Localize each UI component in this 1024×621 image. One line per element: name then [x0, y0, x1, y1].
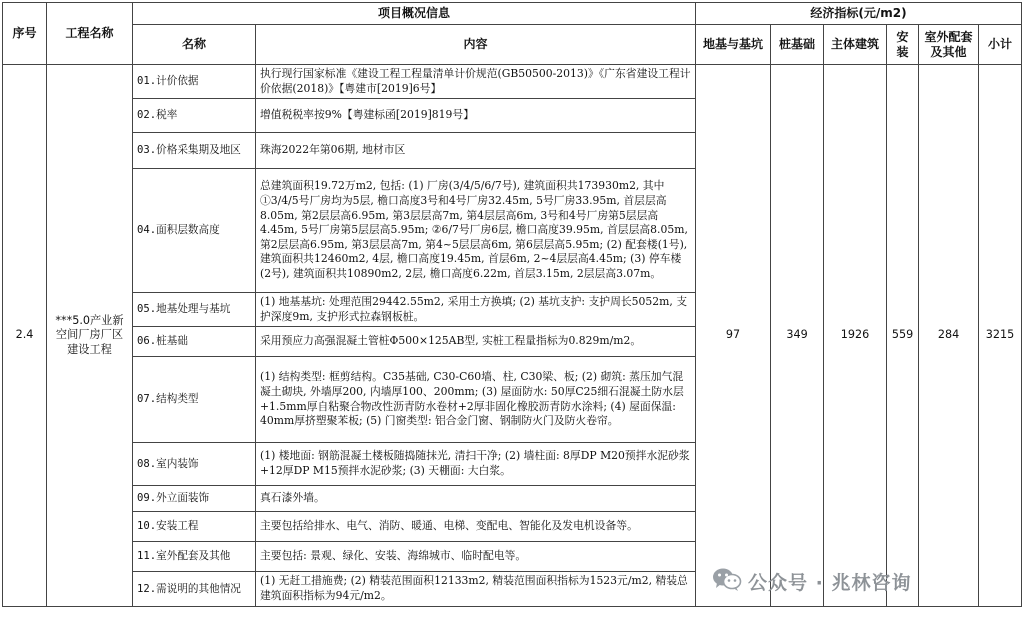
row-name: 03.价格采集期及地区: [133, 133, 256, 169]
row-content: 主要包括给排水、电气、消防、暖通、电梯、变配电、智能化及发电机设备等。: [256, 512, 696, 542]
row-content: (1) 楼地面: 钢筋混凝土楼板随捣随抹光, 清扫干净; (2) 墙柱面: 8厚DP M20预拌水泥砂浆+12厚DP M15预拌水泥砂浆; (3) 天棚面: 大白浆。: [256, 443, 696, 486]
row-name: 05.地基处理与基坑: [133, 293, 256, 327]
project-index: 2.4: [3, 65, 47, 607]
value-subtotal: 3215: [979, 65, 1022, 607]
row-content: 总建筑面积19.72万m2, 包括: (1) 厂房(3/4/5/6/7号), 建筑面积共173930m2, 其中①3/4/5号厂房均为5层, 檐口高度3号和4号厂房32.45m, 5号厂房33.95m, 首层层高8.05m, 第2层层高6.95m, 第3层层高7m, 第4层层高6m, 3号和4号厂房第5层层高4.45m, 5号厂房第5层层高5.95m; ②6/7号厂房6层, 檐口高度39.95m, 首层层高8.05m, 第2层层高6.95m, 第3层层高7m, 第4~5层层高6m, 第6层层高5.95m; (2) 配套楼(1号), 建筑面积共12460m2, 4层, 檐口高度19.45m, 首层6m, 2~4层层高4.45m; (3) 停车楼(2号), 建筑面积共10890m2, 2层, 檐口高度6.22m, 首层3.15m, 2层层高3.07m。: [256, 169, 696, 293]
row-content: 珠海2022年第06期, 地材市区: [256, 133, 696, 169]
header-project-name: 工程名称: [47, 3, 133, 65]
header-main-building: 主体建筑: [824, 25, 887, 65]
header-installation: 安装: [887, 25, 919, 65]
row-name: 11.室外配套及其他: [133, 542, 256, 572]
header-content: 内容: [256, 25, 696, 65]
row-content: 主要包括: 景观、绿化、安装、海绵城市、临时配电等。: [256, 542, 696, 572]
row-name: 06.桩基础: [133, 327, 256, 357]
row-name: 08.室内装饰: [133, 443, 256, 486]
project-name: ***5.0产业新空间厂房厂区建设工程: [47, 65, 133, 607]
header-pile-foundation: 桩基础: [771, 25, 824, 65]
table-row: [3, 65, 1022, 99]
row-name: 07.结构类型: [133, 357, 256, 443]
row-content: (1) 结构类型: 框剪结构。C35基础, C30-C60墙、柱, C30梁、板; (2) 砌筑: 蒸压加气混凝土砌块, 外墙厚200, 内墙厚100、200mm; (3) 屋面防水: 50厚C25细石混凝土防水层+1.5mm厚自粘聚合物改性沥青防水卷材+2厚非固化橡胶沥青防水涂料; (4) 屋面保温: 40mm厚挤塑聚苯板; (5) 门窗类型: 铝合金门窗、钢制防火门及防火卷帘。: [256, 357, 696, 443]
row-name: 09.外立面装饰: [133, 486, 256, 512]
header-overview: 项目概况信息: [133, 3, 696, 25]
value-foundation-pit: 97: [696, 65, 771, 607]
row-content: 真石漆外墙。: [256, 486, 696, 512]
header-subtotal: 小计: [979, 25, 1022, 65]
row-content: 采用预应力高强混凝土管桩Φ500×125AB型, 实桩工程量指标为0.829m/m2。: [256, 327, 696, 357]
value-outdoor: 284: [919, 65, 979, 607]
row-name: 02.税率: [133, 99, 256, 133]
project-table: [2, 2, 1022, 607]
row-name: 12.需说明的其他情况: [133, 572, 256, 607]
header-economic-indicators: 经济指标(元/m2): [696, 3, 1022, 25]
value-main-building: 1926: [824, 65, 887, 607]
header-foundation-pit: 地基与基坑: [696, 25, 771, 65]
row-name: 04.面积层数高度: [133, 169, 256, 293]
row-name: 01.计价依据: [133, 65, 256, 99]
header-name: 名称: [133, 25, 256, 65]
value-installation: 559: [887, 65, 919, 607]
wechat-icon: [712, 566, 742, 596]
header-outdoor: 室外配套及其他: [919, 25, 979, 65]
row-content: 增值税税率按9%【粤建标函[2019]819号】: [256, 99, 696, 133]
row-content: (1) 地基基坑: 处理范围29442.55m2, 采用土方换填; (2) 基坑支护: 支护周长5052m, 支护深度9m, 支护形式拉森钢板桩。: [256, 293, 696, 327]
row-content: 执行现行国家标准《建设工程工程量清单计价规范(GB50500-2013)》《广东省建设工程计价依据(2018)》【粤建市[2019]6号】: [256, 65, 696, 99]
header-index: 序号: [3, 3, 47, 65]
row-name: 10.安装工程: [133, 512, 256, 542]
watermark-text: 公众号 · 兆林咨询: [748, 571, 912, 594]
watermark: [712, 566, 911, 596]
row-content: (1) 无赶工措施费; (2) 精装范围面积12133m2, 精装范围面积指标为1523元/m2, 精装总建筑面积指标为94元/m2。: [256, 572, 696, 607]
value-pile-foundation: 349: [771, 65, 824, 607]
